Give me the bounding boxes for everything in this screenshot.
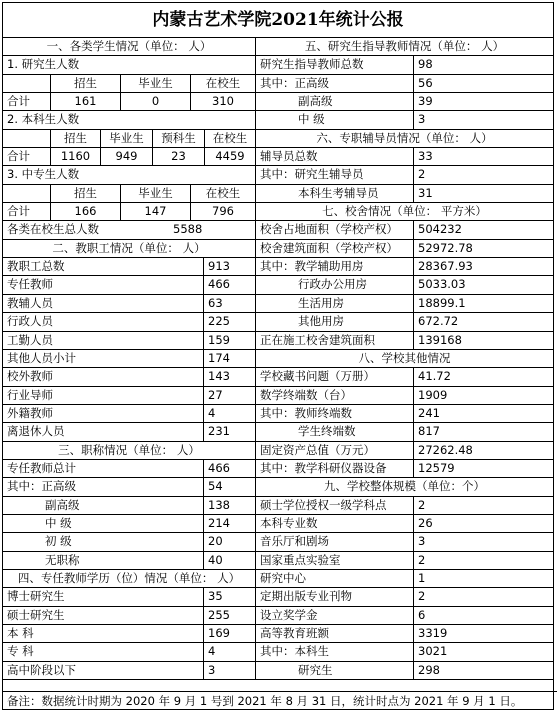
row-value: 2 — [413, 166, 553, 183]
table-row — [256, 442, 554, 460]
value-cell: 147 — [120, 203, 190, 220]
vs-header-row — [3, 185, 255, 203]
row-label: 研究中心 — [260, 570, 306, 585]
table-row — [3, 643, 255, 661]
section-title: 五、研究生指导教师情况（单位： 人） — [304, 39, 505, 53]
row-label: 专任教师 — [7, 277, 53, 292]
table-row — [3, 478, 255, 496]
row-label: 正在施工校舍建筑面积 — [260, 332, 375, 347]
row-value: 3 — [413, 111, 553, 128]
table-row — [256, 295, 554, 313]
row-label: 中 级 — [298, 112, 325, 127]
row-value: 143 — [203, 368, 255, 385]
row-label: 高中阶段以下 — [7, 662, 76, 677]
row-value: 20 — [203, 533, 255, 550]
row-value: 33 — [413, 148, 553, 165]
table-row — [3, 515, 255, 533]
row-value: 1 — [413, 570, 553, 587]
grad-label-row — [3, 56, 255, 74]
section-header-staff — [3, 240, 255, 258]
value-cell: 23 — [152, 148, 204, 165]
row-label: 其中：教学科研仪器设备 — [260, 460, 387, 475]
row-value: 174 — [203, 350, 255, 367]
row-label: 无职称 — [45, 552, 80, 567]
row-value: 214 — [203, 515, 255, 532]
row-value: 225 — [203, 313, 255, 330]
table-row — [256, 423, 554, 441]
row-label: 音乐厅和剧场 — [260, 534, 329, 549]
row-value: 3319 — [413, 625, 553, 642]
row-label: 本科生考辅导员 — [298, 185, 379, 200]
row-label: 专 科 — [7, 644, 34, 659]
row-label: 中 级 — [45, 515, 72, 530]
row-label: 辅导员总数 — [260, 149, 318, 164]
table-row — [3, 460, 255, 478]
row-value: 41.72 — [413, 368, 553, 385]
table-row — [256, 643, 554, 661]
table-row — [256, 662, 554, 680]
grad-header-row — [3, 75, 255, 93]
row-value: 3 — [413, 533, 553, 550]
table-row — [3, 662, 255, 680]
row-value: 3021 — [413, 643, 553, 660]
col-header: 在校生 — [204, 130, 255, 147]
row-label: 校舍占地面积（学校产权） — [260, 222, 398, 237]
row-value: 255 — [203, 607, 255, 624]
table-row — [256, 332, 554, 350]
table-row — [256, 552, 554, 570]
section-header-supervisors — [256, 38, 554, 56]
left-column — [3, 38, 255, 680]
row-label: 副高级 — [298, 94, 333, 109]
section-header-education — [3, 570, 255, 588]
table-row — [256, 533, 554, 551]
row-value: 672.72 — [413, 313, 553, 330]
table-row — [3, 588, 255, 606]
section-header-titles — [3, 442, 255, 460]
value-cell: 1160 — [50, 148, 100, 165]
row-value: 27 — [203, 387, 255, 404]
section-title: 一、各类学生情况（单位： 人） — [46, 39, 212, 53]
row-value: 231 — [203, 423, 255, 440]
table-row — [256, 111, 554, 129]
table-row — [3, 387, 255, 405]
total-students-row — [3, 221, 255, 239]
row-label: 本 科 — [7, 626, 34, 640]
col-header: 在校生 — [190, 185, 255, 202]
section-header-buildings — [256, 203, 554, 221]
row-label: 离退休人员 — [7, 424, 65, 439]
row-value: 4 — [203, 643, 255, 660]
value-cell: 166 — [50, 203, 120, 220]
staff-table — [3, 258, 255, 441]
row-label: 其中：正高级 — [7, 479, 76, 494]
table-row — [256, 460, 554, 478]
row-value: 159 — [203, 332, 255, 349]
table-row — [3, 423, 255, 441]
section-title: 三、职称情况（单位： 人） — [58, 442, 200, 457]
col-header: 毕业生 — [120, 75, 190, 92]
row-value: 26 — [413, 515, 553, 532]
row-label: 其中：正高级 — [260, 75, 329, 90]
row-value: 28367.93 — [413, 258, 553, 275]
col-header: 招生 — [50, 185, 120, 202]
table-row — [3, 313, 255, 331]
row-label: 副高级 — [45, 497, 80, 512]
table-row — [256, 368, 554, 386]
row-value: 466 — [203, 460, 255, 477]
table-row — [3, 350, 255, 368]
row-value: 98 — [413, 56, 553, 73]
table-row — [3, 295, 255, 313]
section-title: 七、校舍情况（单位： 平方米） — [322, 204, 487, 219]
section-header-other — [256, 350, 554, 368]
section-header-scale — [256, 478, 554, 496]
value-cell: 949 — [100, 148, 152, 165]
table-row — [256, 148, 554, 166]
row-label: 教辅人员 — [7, 295, 53, 310]
row-value: 139168 — [413, 332, 553, 349]
ug-label-row — [3, 111, 255, 129]
total-students-value: 5588 — [173, 222, 203, 237]
row-label: 硕士研究生 — [7, 607, 65, 622]
row-value: 466 — [203, 276, 255, 293]
row-label: 研究生指导教师总数 — [260, 57, 364, 72]
row-value: 913 — [203, 258, 255, 275]
table-row — [256, 625, 554, 643]
row-value: 31 — [413, 185, 553, 202]
table-row — [256, 570, 554, 588]
row-label: 固定资产总值（万元） — [260, 442, 375, 457]
row-value: 241 — [413, 405, 553, 422]
vs-label: 3. 中专生人数 — [7, 167, 80, 182]
row-value: 3 — [203, 662, 255, 679]
row-value: 298 — [413, 662, 553, 679]
row-label: 数学终端数（台） — [260, 387, 352, 402]
total-label: 合计 — [7, 149, 30, 164]
table-row — [256, 221, 554, 239]
row-label: 行政办公用房 — [298, 277, 367, 292]
value-cell: 0 — [120, 93, 190, 110]
vs-label-row — [3, 166, 255, 184]
row-label: 校舍建筑面积（学校产权） — [260, 240, 398, 255]
table-row — [256, 588, 554, 606]
table-row — [3, 533, 255, 551]
row-label: 博士研究生 — [7, 589, 65, 604]
table-row — [3, 405, 255, 423]
row-value: 56 — [413, 75, 553, 92]
report-title: 内蒙古艺术学院2021年统计公报 — [3, 3, 553, 38]
table-row — [256, 405, 554, 423]
value-cell: 4459 — [204, 148, 255, 165]
ug-total-row — [3, 148, 255, 166]
row-value: 5033.03 — [413, 276, 553, 293]
row-value: 817 — [413, 423, 553, 440]
right-column — [255, 38, 554, 680]
table-row — [256, 276, 554, 294]
table-row — [256, 497, 554, 515]
row-label: 本科专业数 — [260, 515, 318, 530]
section-header-students — [3, 38, 255, 56]
row-label: 其他用房 — [298, 314, 344, 329]
counselors-table — [256, 148, 554, 203]
table-row — [256, 93, 554, 111]
table-row — [3, 258, 255, 276]
row-value: 35 — [203, 588, 255, 605]
col-header: 毕业生 — [100, 130, 152, 147]
table-row — [3, 552, 255, 570]
table-row — [256, 387, 554, 405]
table-row — [3, 607, 255, 625]
supervisors-table — [256, 56, 554, 129]
table-row — [256, 75, 554, 93]
table-row — [256, 258, 554, 276]
total-label: 合计 — [7, 94, 30, 109]
row-label: 其中：教学辅助用房 — [260, 259, 364, 274]
row-value: 138 — [203, 497, 255, 514]
row-value: 27262.48 — [413, 442, 553, 459]
row-value: 12579 — [413, 460, 553, 477]
row-value: 504232 — [413, 221, 553, 238]
section-title: 九、学校整体规模（单位：个） — [324, 479, 485, 494]
col-header: 在校生 — [190, 75, 255, 92]
ug-label: 2. 本科生人数 — [7, 112, 80, 127]
row-label: 其中：研究生辅导员 — [260, 167, 364, 182]
titles-table — [3, 460, 255, 570]
report-sheet — [2, 2, 554, 710]
row-label: 高等教育班额 — [260, 626, 329, 640]
table-row — [256, 313, 554, 331]
row-label: 专任教师总计 — [7, 460, 76, 475]
row-label: 其他人员小计 — [7, 350, 76, 365]
row-label: 其中：本科生 — [260, 644, 329, 659]
section-title: 六、专职辅导员情况（单位： 人） — [316, 130, 493, 145]
table-row — [256, 166, 554, 184]
table-row — [256, 185, 554, 203]
row-label: 硕士学位授权一级学科点 — [260, 497, 387, 512]
table-row — [3, 276, 255, 294]
row-value: 2 — [413, 588, 553, 605]
grad-label: 1. 研究生人数 — [7, 57, 80, 72]
vs-total-row — [3, 203, 255, 221]
row-value: 54 — [203, 478, 255, 495]
col-header: 招生 — [50, 130, 100, 147]
row-label: 外籍教师 — [7, 405, 53, 420]
section-header-counselors — [256, 130, 554, 148]
row-value: 2 — [413, 497, 553, 514]
section-title: 四、专任教师学历（位）情况（单位： 人） — [17, 570, 241, 585]
row-value: 63 — [203, 295, 255, 312]
row-value: 4 — [203, 405, 255, 422]
col-header: 预科生 — [152, 130, 204, 147]
row-label: 其中：教师终端数 — [260, 405, 352, 420]
table-row — [3, 497, 255, 515]
row-label: 校外教师 — [7, 369, 53, 384]
row-label: 定期出版专业刊物 — [260, 589, 352, 604]
row-value: 1909 — [413, 387, 553, 404]
table-row — [3, 368, 255, 386]
row-value: 6 — [413, 607, 553, 624]
row-label: 学生终端数 — [298, 424, 356, 439]
value-cell: 310 — [190, 93, 255, 110]
section-title: 二、教职工情况（单位： 人） — [52, 240, 206, 255]
total-students-label: 各类在校生总人数 — [7, 222, 99, 237]
table-row — [256, 56, 554, 74]
education-table — [3, 588, 255, 680]
row-value: 52972.78 — [413, 240, 553, 257]
row-label: 研究生 — [298, 662, 333, 677]
row-label: 初 级 — [45, 534, 72, 549]
col-header: 毕业生 — [120, 185, 190, 202]
row-label: 行业导师 — [7, 387, 53, 402]
row-label: 工勤人员 — [7, 332, 53, 347]
other-table — [256, 368, 554, 478]
row-value: 2 — [413, 552, 553, 569]
row-label: 国家重点实验室 — [260, 552, 341, 567]
table-row — [256, 607, 554, 625]
section-title: 八、学校其他情况 — [358, 350, 451, 365]
row-label: 学校藏书问题（万册） — [260, 369, 375, 384]
value-cell: 796 — [190, 203, 255, 220]
row-label: 设立奖学金 — [260, 607, 318, 622]
grad-total-row — [3, 93, 255, 111]
ug-header-row — [3, 130, 255, 148]
row-label: 行政人员 — [7, 314, 53, 329]
total-label: 合计 — [7, 204, 30, 219]
footnote: 备注：数据统计时期为 2020 年 9 月 1 号到 2021 年 8 月 31 日，统计时点为 2021 年 9 月 1 日。 — [3, 691, 557, 710]
table-row — [256, 515, 554, 533]
scale-table — [256, 497, 554, 680]
table-row — [3, 625, 255, 643]
row-value: 39 — [413, 93, 553, 110]
value-cell: 161 — [50, 93, 120, 110]
row-value: 18899.1 — [413, 295, 553, 312]
table-row — [3, 332, 255, 350]
row-value: 169 — [203, 625, 255, 642]
row-label: 教职工总数 — [7, 259, 65, 274]
col-header: 招生 — [50, 75, 120, 92]
row-value: 40 — [203, 552, 255, 569]
table-row — [256, 240, 554, 258]
buildings-table — [256, 221, 554, 349]
row-label: 生活用房 — [298, 295, 344, 310]
